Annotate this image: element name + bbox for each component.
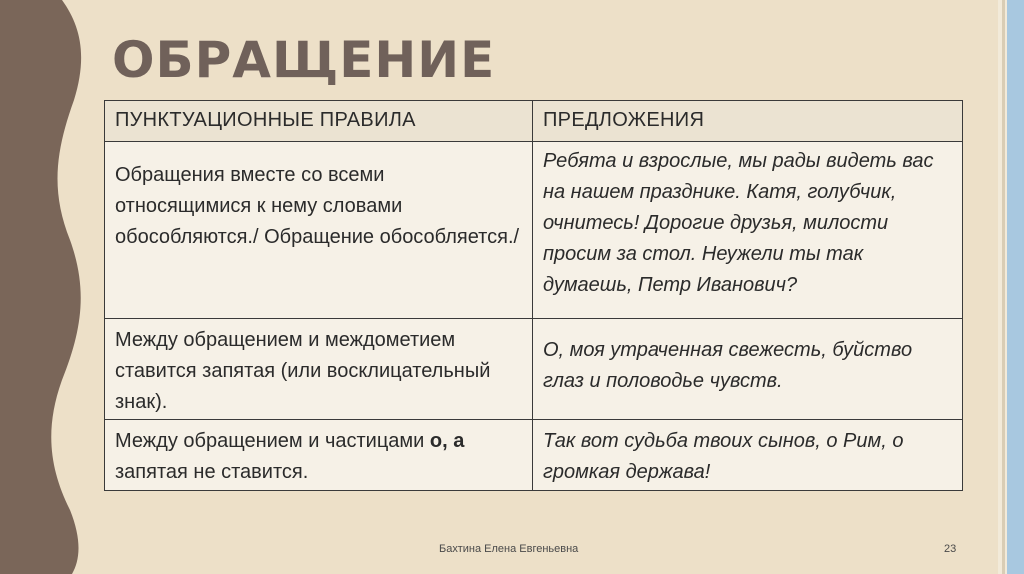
slide-title: ОБРАЩЕНИЕ — [112, 31, 496, 89]
right-accent-strip — [998, 0, 1024, 574]
rule-cell: Обращения вместе со всеми относящимися к нему словами обособляются./ Обращение обособляется./ — [105, 142, 533, 319]
table-row — [105, 420, 963, 491]
example-cell: О, моя утраченная свежесть, буйство глаз и половодье чувств. — [533, 319, 963, 420]
decorative-wavy-band — [0, 0, 90, 574]
particle-o: о, — [429, 430, 448, 452]
rule-text-prefix: Между обращением и частицами — [115, 430, 430, 452]
rule-cell: Между обращением и междометием ставится запятая (или восклицательный знак). — [105, 319, 533, 420]
table-header-row — [105, 101, 963, 142]
right-divider-line — [1002, 0, 1005, 574]
header-sentences: ПРЕДЛОЖЕНИЯ — [533, 101, 963, 142]
rules-table — [104, 100, 963, 491]
rule-text-suffix: запятая не ставится. — [115, 461, 309, 483]
rule-cell — [105, 420, 533, 491]
footer-author: Бахтина Елена Евгеньевна — [439, 543, 579, 555]
particle-a: а — [453, 430, 465, 452]
example-cell: Так вот судьба твоих сынов, о Рим, о громкая держава! — [533, 420, 963, 491]
table-row — [105, 142, 963, 319]
page-number: 23 — [944, 543, 957, 555]
right-blue-bar — [1007, 0, 1024, 574]
header-punctuation-rules: ПУНКТУАЦИОННЫЕ ПРАВИЛА — [105, 101, 533, 142]
example-cell: Ребята и взрослые, мы рады видеть вас на нашем празднике. Катя, голубчик, очнитесь! Дорогие друзья, милости просим за стол. Неужели ты так думаешь, Петр Иванович? — [533, 142, 963, 319]
table-row — [105, 319, 963, 420]
